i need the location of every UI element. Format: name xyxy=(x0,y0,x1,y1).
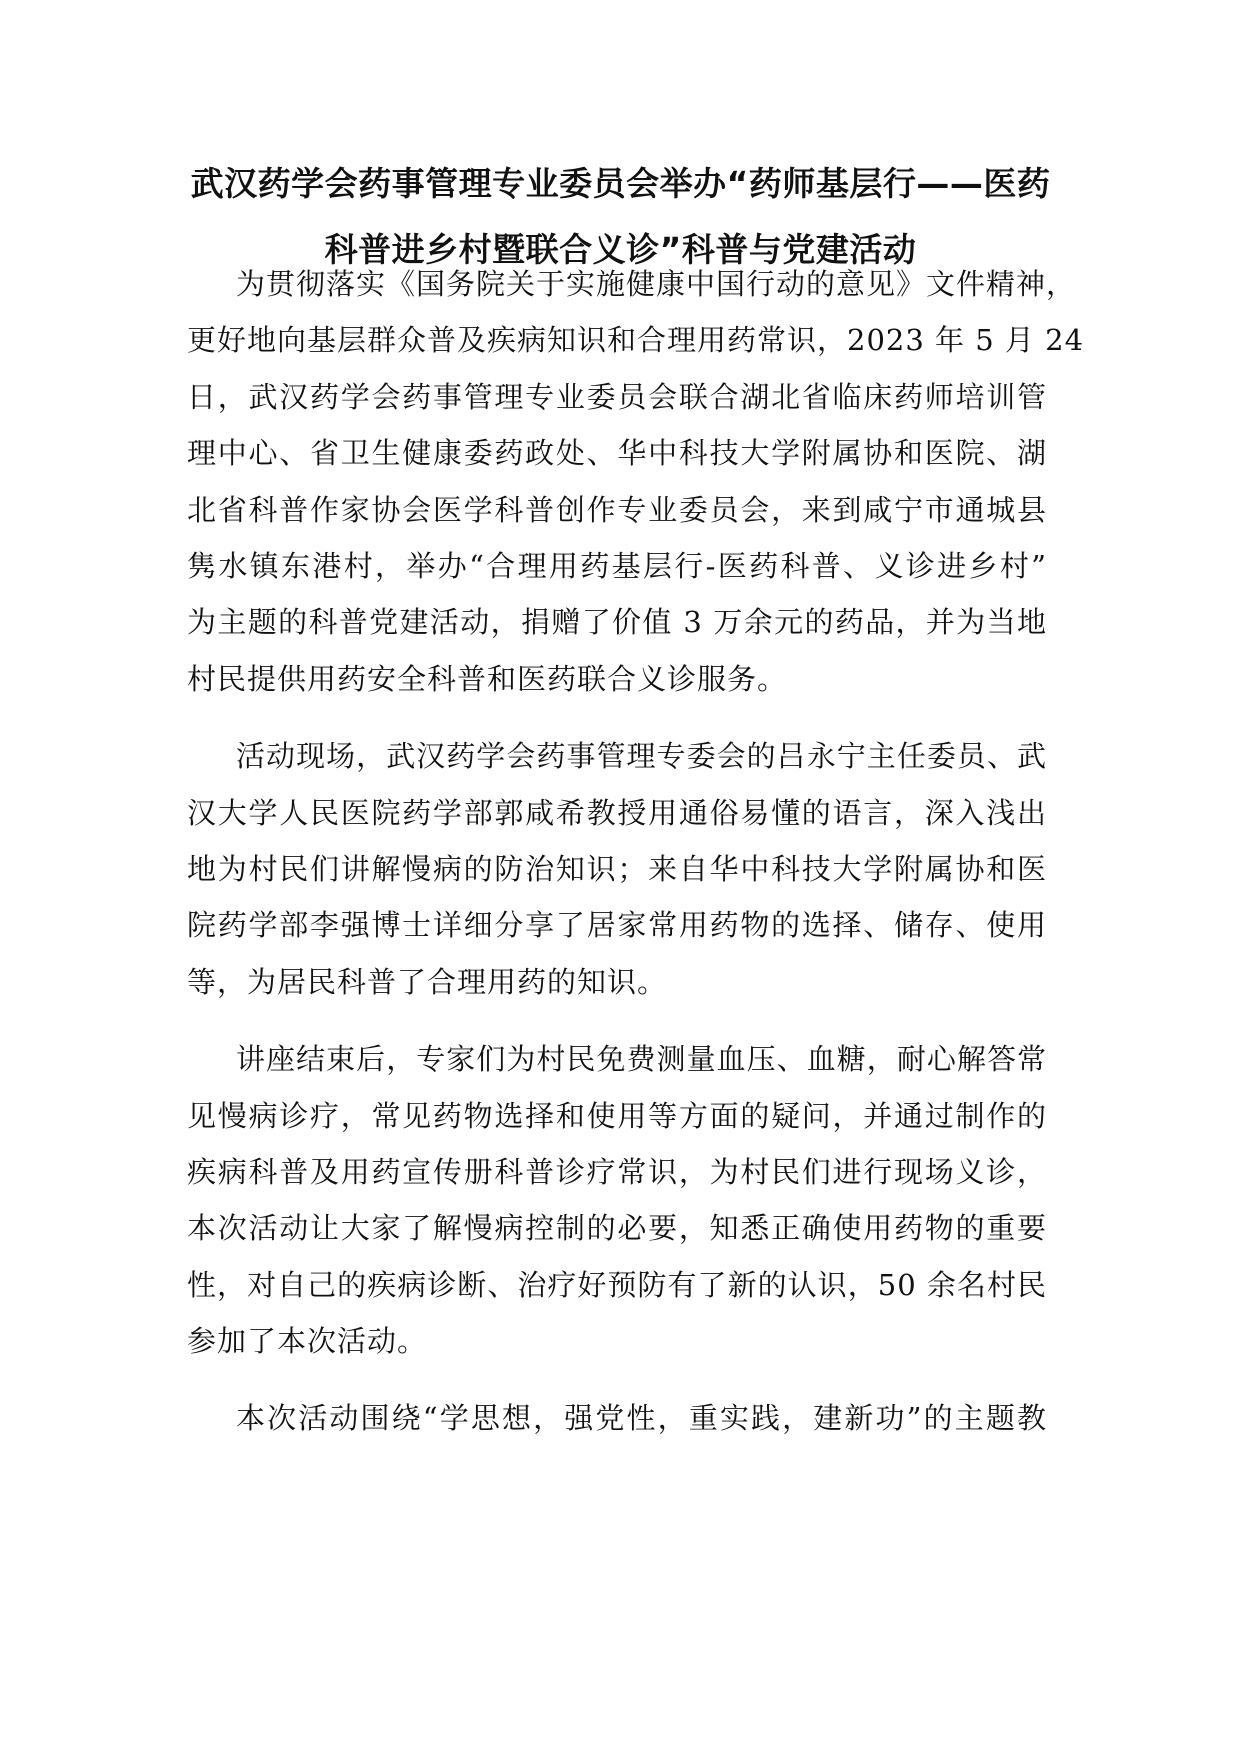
paragraph-line: 为贯彻落实《国务院关于实施健康中国行动的意见》文件精神， xyxy=(236,267,1077,301)
document-title-line-1: 武汉药学会药事管理专业委员会举办“药师基层行——医药 xyxy=(190,164,1051,203)
paragraph-line: 为主题的科普党建活动，捐赠了价值 3 万余元的药品，并为当地 xyxy=(187,605,1047,639)
paragraph-line: 村民提供用药安全科普和医药联合义诊服务。 xyxy=(187,662,788,696)
paragraph-line: 北省科普作家协会医学科普创作专业委员会，来到咸宁市通城县 xyxy=(187,493,1047,527)
paragraph-line: 等，为居民科普了合理用药的知识。 xyxy=(187,965,668,999)
paragraph-line: 性，对自己的疾病诊断、治疗好预防有了新的认识，50 余名村民 xyxy=(187,1268,1047,1302)
paragraph-line: 参加了本次活动。 xyxy=(187,1324,428,1358)
paragraph-line: 日，武汉药学会药事管理专业委员会联合湖北省临床药师培训管 xyxy=(187,380,1047,414)
paragraph-line: 理中心、省卫生健康委药政处、华中科技大学附属协和医院、湖 xyxy=(187,436,1047,470)
paragraph-line: 汉大学人民医院药学部郭咸希教授用通俗易懂的语言，深入浅出 xyxy=(187,796,1047,830)
paragraph-line: 隽水镇东港村，举办“合理用药基层行-医药科普、义诊进乡村” xyxy=(187,549,1047,583)
paragraph-line: 活动现场，武汉药学会药事管理专委会的吕永宁主任委员、武 xyxy=(236,739,1047,773)
paragraph-line: 院药学部李强博士详细分享了居家常用药物的选择、储存、使用 xyxy=(187,908,1047,942)
paragraph-line: 更好地向基层群众普及疾病知识和合理用药常识，2023 年 5 月 24 xyxy=(187,323,1085,357)
paragraph-line: 疾病科普及用药宣传册科普诊疗常识，为村民们进行现场义诊， xyxy=(187,1155,1047,1189)
paragraph-line: 本次活动围绕“学思想，强党性，重实践，建新功”的主题教 xyxy=(236,1401,1047,1435)
paragraph-line: 见慢病诊疗，常见药物选择和使用等方面的疑问，并通过制作的 xyxy=(187,1099,1047,1133)
paragraph-line: 本次活动让大家了解慢病控制的必要，知悉正确使用药物的重要 xyxy=(187,1211,1047,1245)
document-title-line-2: 科普进乡村暨联合义诊”科普与党建活动 xyxy=(324,230,917,269)
paragraph-line: 地为村民们讲解慢病的防治知识；来自华中科技大学附属协和医 xyxy=(187,852,1047,886)
paragraph-line: 讲座结束后，专家们为村民免费测量血压、血糖，耐心解答常 xyxy=(236,1042,1047,1076)
